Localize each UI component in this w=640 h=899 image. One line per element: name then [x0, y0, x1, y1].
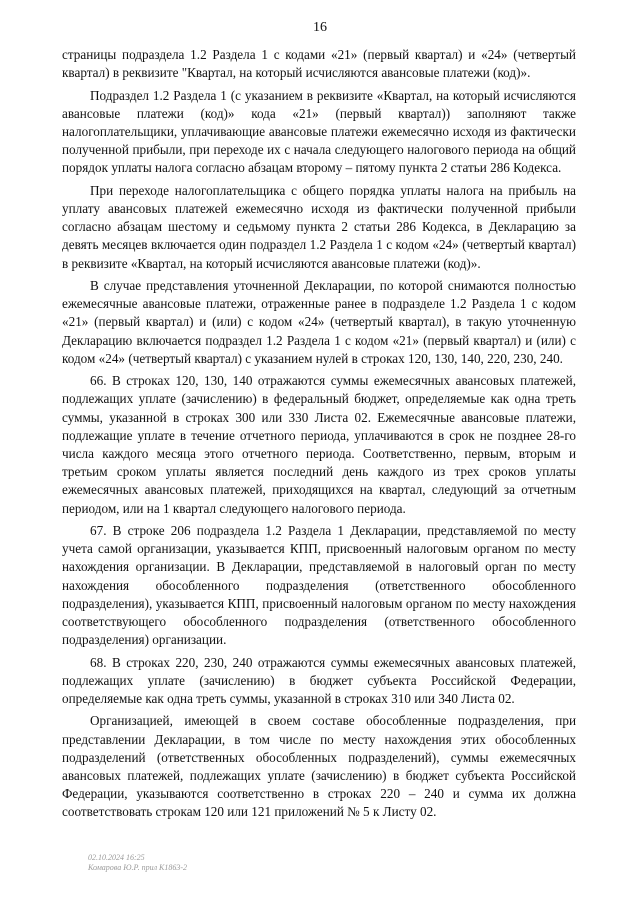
page-number: 16: [313, 20, 327, 35]
paragraph-item-68: 68. В строках 220, 230, 240 отражаются суммы ежемесячных авансовых платежей, подлежащих уплате (зачислению) в бюджет субъекта Российской Федерации, определяемые как одна треть суммы, указанной в строках 310 или 340 Листа 02.: [62, 654, 576, 707]
registration-stamp: [88, 853, 187, 873]
paragraph-continuation: страницы подраздела 1.2 Раздела 1 с кодами «21» (первый квартал) и «24» (четвертый квартал) в реквизите "Квартал, на который исчисляются авансовые платежи (код)».: [62, 47, 576, 81]
stamp-date: 02.10.2024 16:25: [88, 853, 145, 862]
paragraph-item-66: 66. В строках 120, 130, 140 отражаются суммы ежемесячных авансовых платежей, подлежащих уплате (зачислению) в федеральный бюджет, определяемые как одна треть суммы, указанной в строках 300 или 330 Листа 02. Ежемесячные авансовые платежи, подлежащие уплате в течение отчетного периода, уплачиваются в срок не позднее 28-го числа каждого месяца этого отчетного периода. Соответственно, первым, вторым и третьим сроком уплаты является последний день каждого из трех сроков уплаты ежемесячных авансовых платежей, приходящихся на квартал, следующий за отчетным периодом, или на 1 квартал следующего налогового периода.: [62, 373, 576, 516]
document-body: [62, 46, 576, 826]
paragraph-separate-divisions: Организацией, имеющей в своем составе обособленные подразделения, при представлении Декларации, в том числе по месту нахождения этих обособленных подразделений (ответственных обособленных подразделений), суммы ежемесячных авансовых платежей, подлежащих уплате (зачислению) в бюджет субъекта Российской Федерации, указываются соответственно в строках 220 – 240 и сумма их должна соответствовать строкам 120 или 121 приложений № 5 к Листу 02.: [62, 713, 576, 820]
paragraph-corrected-declaration: В случае представления уточненной Декларации, по которой снимаются полностью ежемесячные авансовые платежи, отраженные ранее в подразделе 1.2 Раздела 1 с кодом «21» (первый квартал) и (или) с кодом «24» (четвертый квартал), в такую уточненную Декларацию включается подраздел 1.2 Раздела 1 с кодом «21» (первый квартал) и (или) с кодом «24» (четвертый квартал) с указанием нулей в строках 120, 130, 140, 220, 230, 240.: [62, 278, 576, 366]
paragraph-item-67: 67. В строке 206 подраздела 1.2 Раздела 1 Декларации, представляемой по месту учета самой организации, указывается КПП, присвоенный налоговым органом по месту нахождения организации. В Декларации, представляемой в налоговый орган по месту нахождения обособленного подразделения (ответственного обособленного подразделения), указывается КПП, присвоенный налоговым органом по месту нахождения соответствующего обособленного подразделения (ответственного обособленного подразделения) организации.: [62, 523, 576, 648]
stamp-author: Комарова Ю.Р. прил К1863-2: [88, 863, 188, 872]
paragraph-subsection-1-2: Подраздел 1.2 Раздела 1 (с указанием в реквизите «Квартал, на который исчисляются авансовые платежи (код)» кода «21» (первый квартал)) заполняют также налогоплательщики, уплачивающие авансовые платежи ежемесячно исходя из фактически полученной прибыли, при переходе их с начала следующего налогового периода на общий порядок уплаты налога согласно абзацам второму – пятому пункта 2 статьи 286 Кодекса.: [62, 87, 576, 176]
paragraph-transition: При переходе налогоплательщика с общего порядка уплаты налога на прибыль на уплату авансовых платежей ежемесячно исходя из фактически полученной прибыли согласно абзацам шестому и седьмому пункта 2 статьи 286 Кодекса, в Декларацию за девять месяцев включается один подраздел 1.2 Раздела 1 с кодом «24» (четвертый квартал) в реквизите «Квартал, на который исчисляются авансовые платежи (код)».: [62, 182, 576, 271]
